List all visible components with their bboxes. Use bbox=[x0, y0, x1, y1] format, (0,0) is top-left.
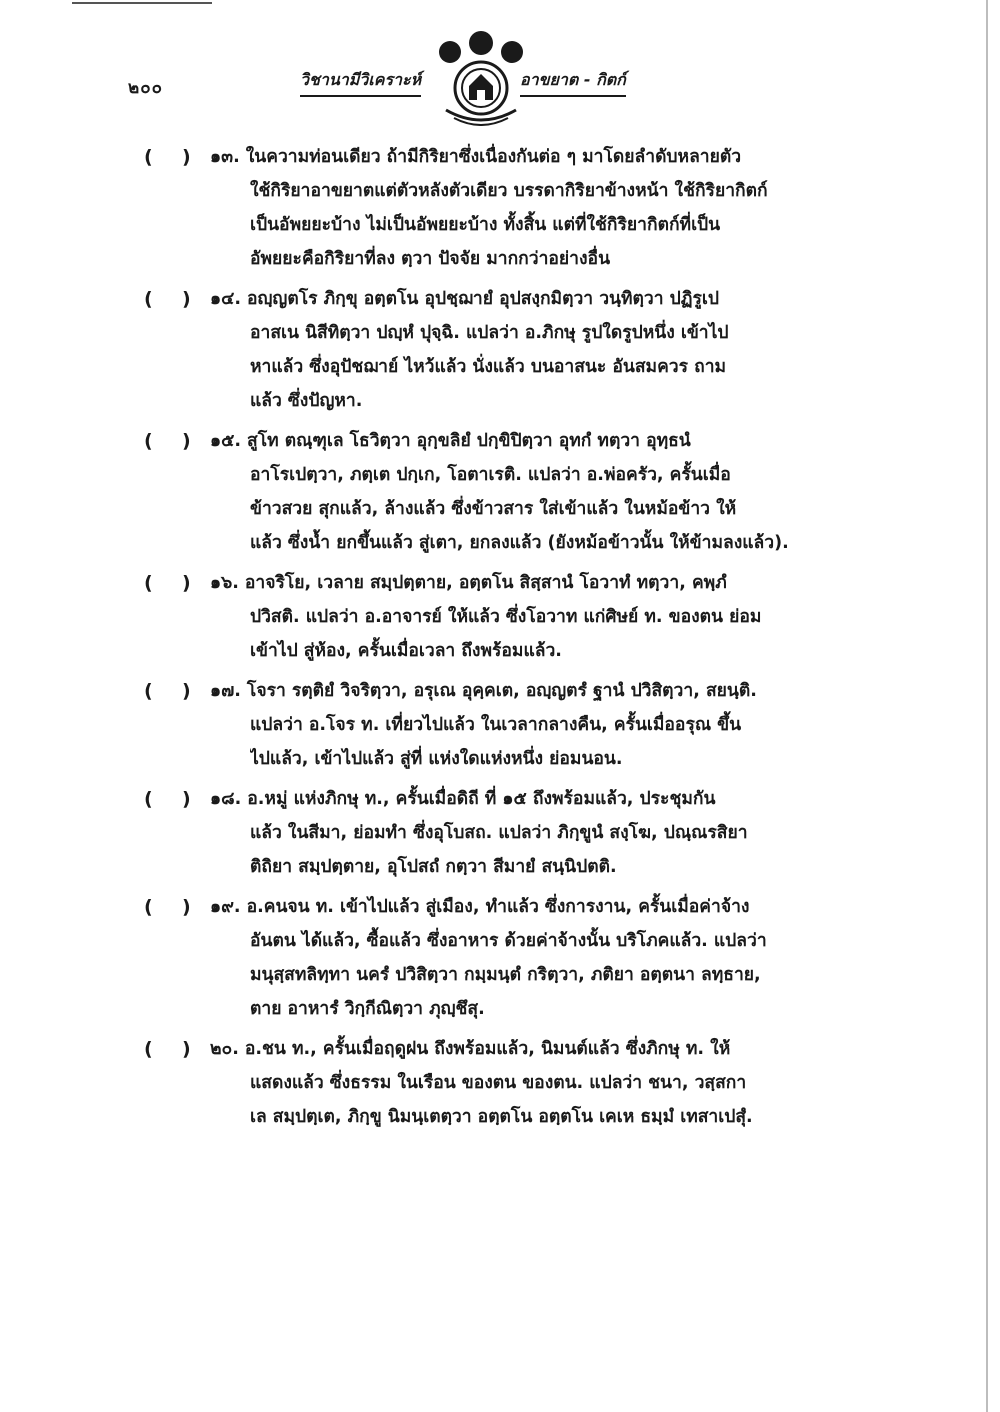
exercise-line: อ.คนจน ท. เข้าไปแล้ว สู่เมือง, ทำแล้ว ซึ่งการงาน, ครั้นเมื่อค่าจ้าง bbox=[246, 897, 750, 917]
exercise-line: อญฺญตโร ภิกฺขุ อตฺตโน อุปชฺฌายํ อุปสงฺกมิตฺวา วนฺทิตฺวา ปฏิรูเป bbox=[247, 289, 719, 309]
exercise-line: มนุสฺสทลิทฺทา นครํ ปวิสิตฺวา กมฺมนฺตํ กริตฺวา, ภติยา อตฺตนา ลทฺธาย, bbox=[250, 965, 761, 985]
answer-bracket-close: ) bbox=[182, 146, 191, 168]
exercise-line: หาแล้ว ซึ่งอุปัชฌาย์ ไหว้แล้ว นั่งแล้ว บนอาสนะ อันสมควร ถาม bbox=[250, 357, 727, 377]
exercise-item bbox=[0, 674, 1000, 776]
exercise-line: เข้าไป สู่ห้อง, ครั้นเมื่อเวลา ถึงพร้อมแล้ว. bbox=[250, 641, 562, 661]
exercise-item bbox=[0, 1032, 1000, 1134]
answer-bracket-open: ( bbox=[144, 680, 153, 702]
exercise-line: แปลว่า อ.โจร ท. เที่ยวไปแล้ว ในเวลากลางคืน, ครั้นเมื่ออรุณ ขึ้น bbox=[250, 715, 742, 735]
exercise-number: ๑๗. bbox=[210, 681, 241, 701]
answer-bracket-close: ) bbox=[182, 896, 191, 918]
exercise-text bbox=[210, 140, 830, 276]
exercise-number: ๑๙. bbox=[210, 897, 241, 917]
answer-bracket-close: ) bbox=[182, 288, 191, 310]
exercise-line: โจรา รตฺติยํ วิจริตฺวา, อรุเณ อุคฺคเต, อญฺญตรํ ฐานํ ปวิสิตฺวา, สยนฺติ. bbox=[246, 681, 757, 701]
exercise-line: ไปแล้ว, เข้าไปแล้ว สู่ที่ แห่งใดแห่งหนึ่ง ย่อมนอน. bbox=[250, 749, 623, 769]
answer-bracket-open: ( bbox=[144, 896, 153, 918]
answer-bracket-open: ( bbox=[144, 788, 153, 810]
exercise-item bbox=[0, 890, 1000, 1026]
exercise-item bbox=[0, 140, 1000, 276]
exercise-line: แล้ว ซึ่งน้ำ ยกขึ้นแล้ว สู่เตา, ยกลงแล้ว (ยังหม้อข้าวนั้น ให้ข้ามลงแล้ว). bbox=[250, 533, 789, 553]
exercise-text bbox=[210, 424, 830, 560]
answer-bracket-open: ( bbox=[144, 146, 153, 168]
exercise-line: อาจริโย, เวลาย สมฺปตฺตาย, อตฺตโน สิสฺสานํ โอวาทํ ทตฺวา, คพฺภํ bbox=[244, 573, 727, 593]
exercise-line: อ.หมู่ แห่งภิกษุ ท., ครั้นเมื่อดิถี ที่ ๑๕ ถึงพร้อมแล้ว, ประชุมกัน bbox=[247, 789, 716, 809]
exercise-line: ใช้กิริยาอาขยาตแต่ตัวหลังตัวเดียว บรรดากิริยาข้างหน้า ใช้กิริยากิตก์ bbox=[250, 181, 768, 201]
exercise-text bbox=[210, 1032, 830, 1134]
answer-bracket-close: ) bbox=[182, 430, 191, 452]
exercise-text bbox=[210, 890, 830, 1026]
exercise-number: ๑๕. bbox=[210, 431, 242, 451]
answer-bracket-close: ) bbox=[182, 572, 191, 594]
exercise-number: ๑๔. bbox=[210, 289, 242, 309]
running-title-right: อาขยาต - กิตก์ bbox=[520, 68, 626, 97]
exercise-number: ๑๖. bbox=[210, 573, 239, 593]
exercise-line: ข้าวสวย สุกแล้ว, ล้างแล้ว ซึ่งข้าวสาร ใส่เข้าแล้ว ในหม้อข้าว ให้ bbox=[250, 499, 737, 519]
answer-bracket-open: ( bbox=[144, 572, 153, 594]
exercise-line: อาโรเปตฺวา, ภตฺเต ปกฺเก, โอตาเรติ. แปลว่า อ.พ่อครัว, ครั้นเมื่อ bbox=[250, 465, 731, 485]
exercise-text bbox=[210, 282, 830, 418]
exercise-line: อัพยยะคือกิริยาที่ลง ตฺวา ปัจจัย มากกว่าอย่างอื่น bbox=[250, 249, 611, 269]
exercise-line: แสดงแล้ว ซึ่งธรรม ในเรือน ของตน ของตน. แปลว่า ชนา, วสฺสกา bbox=[250, 1073, 747, 1093]
exercise-line: แล้ว ซึ่งปัญหา. bbox=[250, 391, 363, 411]
exercise-line: ในความท่อนเดียว ถ้ามีกิริยาซึ่งเนื่องกันต่อ ๆ มาโดยลำดับหลายตัว bbox=[245, 147, 742, 167]
answer-bracket-close: ) bbox=[182, 1038, 191, 1060]
answer-bracket-close: ) bbox=[182, 788, 191, 810]
exercise-line: สูโท ตณฺฑุเล โธวิตฺวา อุกฺขลิยํ ปกฺขิปิตฺวา อุทกํ ทตฺวา อุทฺธนํ bbox=[247, 431, 691, 451]
exercise-line: แล้ว ในสีมา, ย่อมทำ ซึ่งอุโบสถ. แปลว่า ภิกฺขูนํ สงฺโฆ, ปณฺณรสิยา bbox=[250, 823, 748, 843]
exercise-item bbox=[0, 782, 1000, 884]
answer-bracket-open: ( bbox=[144, 430, 153, 452]
answer-bracket-close: ) bbox=[182, 680, 191, 702]
exercise-line: ตาย อาหารํ วิกฺกีณิตฺวา ภุญฺชึสุ. bbox=[250, 999, 485, 1019]
exercise-number: ๑๓. bbox=[210, 147, 240, 167]
exercise-item bbox=[0, 282, 1000, 418]
answer-bracket-open: ( bbox=[144, 1038, 153, 1060]
page-header bbox=[0, 30, 1000, 130]
exercise-number: ๑๘. bbox=[210, 789, 242, 809]
exercise-text bbox=[210, 782, 830, 884]
exercise-line: ปวิสติ. แปลว่า อ.อาจารย์ ให้แล้ว ซึ่งโอวาท แก่ศิษย์ ท. ของตน ย่อม bbox=[250, 607, 762, 627]
exercise-text bbox=[210, 566, 830, 668]
exercise-item bbox=[0, 566, 1000, 668]
exercise-list bbox=[0, 140, 1000, 1140]
answer-bracket-open: ( bbox=[144, 288, 153, 310]
exercise-line: อ.ชน ท., ครั้นเมื่อฤดูฝน ถึงพร้อมแล้ว, นิมนต์แล้ว ซึ่งภิกษุ ท. ให้ bbox=[244, 1039, 731, 1059]
page-number: ๒๐๐ bbox=[128, 78, 163, 98]
exercise-line: อาสเน นิสีทิตฺวา ปญฺหํ ปุจฺฉิ. แปลว่า อ.ภิกษุ รูปใดรูปหนึ่ง เข้าไป bbox=[250, 323, 729, 343]
exercise-item bbox=[0, 424, 1000, 560]
exercise-line: ติถิยา สมฺปตฺตาย, อุโปสถํ กตฺวา สีมายํ สนฺนิปตติ. bbox=[250, 857, 617, 877]
seal-emblem-icon bbox=[436, 30, 526, 126]
running-title-left: วิชานามีวิเคราะห์ bbox=[300, 68, 421, 97]
exercise-line: เล สมฺปตฺเต, ภิกฺขู นิมนฺเตตฺวา อตฺตโน อตฺตโน เคเห ธมฺมํ เทสาเปสุํ. bbox=[250, 1107, 753, 1127]
exercise-text bbox=[210, 674, 830, 776]
top-margin-rule bbox=[72, 2, 212, 4]
exercise-line: อันตน ได้แล้ว, ซื้อแล้ว ซึ่งอาหาร ด้วยค่าจ้างนั้น บริโภคแล้ว. แปลว่า bbox=[250, 931, 767, 951]
exercise-line: เป็นอัพยยะบ้าง ไม่เป็นอัพยยะบ้าง ทั้งสิ้น แต่ที่ใช้กิริยากิตก์ที่เป็น bbox=[250, 215, 721, 235]
exercise-number: ๒๐. bbox=[210, 1039, 239, 1059]
